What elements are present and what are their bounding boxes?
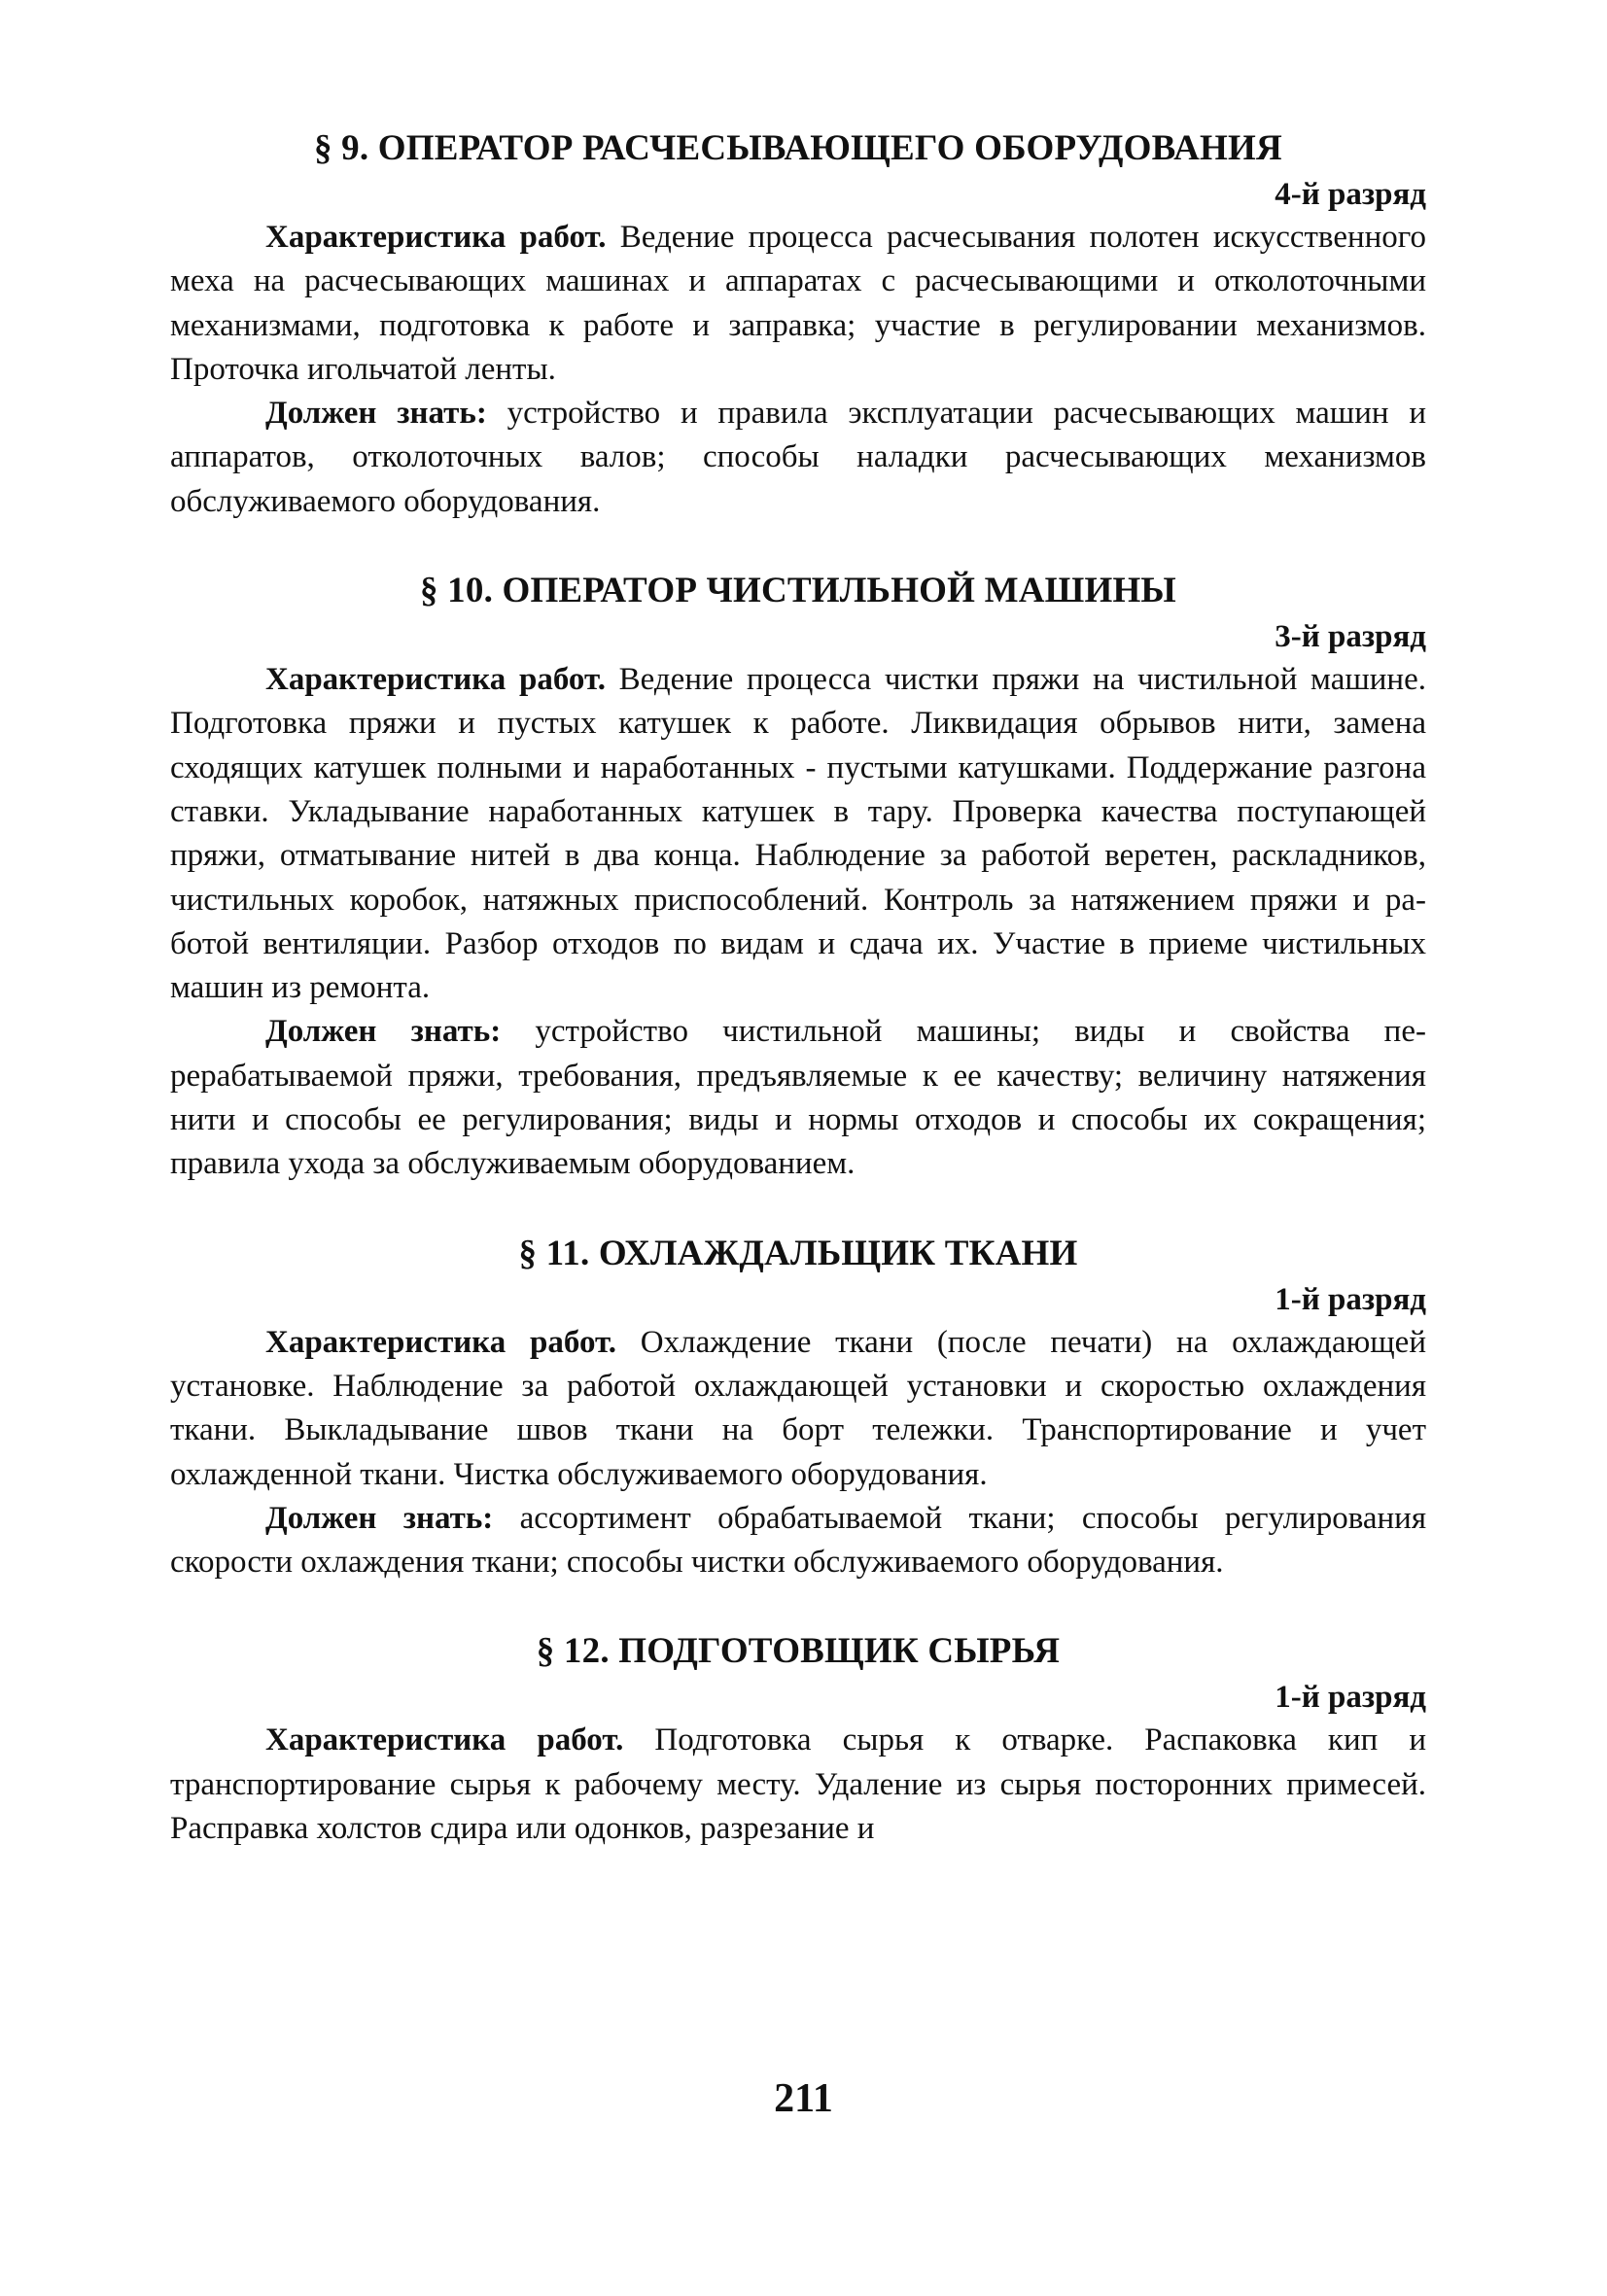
knowledge-text: ассортимент обрабатываемой ткани; способы регулирования скорости охлаждения ткани; способы чистки обслуживаемого оборудования. <box>170 1500 1426 1581</box>
page-number: 211 <box>774 2076 833 2121</box>
knowledge-paragraph <box>170 1010 1426 1186</box>
characteristics-label: Характеристика работ. <box>265 1722 624 1758</box>
characteristics-paragraph <box>170 658 1426 1010</box>
knowledge-label: Должен знать: <box>265 1500 494 1536</box>
knowledge-text: устройство и правила эксплуатации расчесывающих машин и аппаратов, отколоточных валов; способы наладки расчесывающих механизмов обслуживаемого оборудования. <box>170 396 1426 519</box>
knowledge-label: Должен знать: <box>265 1014 502 1050</box>
characteristics-label: Характеристика работ. <box>265 1324 617 1360</box>
section-title: § 12. ПОДГОТОВЩИК СЫРЬЯ <box>536 1631 1061 1672</box>
characteristics-paragraph <box>170 216 1426 392</box>
characteristics-text: Охлаждение ткани (после печати) на охлаждающей установке. Наблюдение за работой охлаждающей установки и скоростью охлаждения ткани. Выкладывание швов ткани на борт тележки. Транспортирование и учет охлажденной ткани. Чистка обслуживаемого оборудования. <box>170 1324 1426 1492</box>
characteristics-label: Характеристика работ. <box>265 220 607 255</box>
grade-label: 3-й разряд <box>1275 619 1426 655</box>
knowledge-label: Должен знать: <box>265 396 487 432</box>
document-page <box>170 124 1426 1851</box>
characteristics-text: Ведение процесса расчесывания полотен искусственного меха на расчесывающих машинах и аппаратах с расчесывающими и отколоточными механизмами, подготовка к работе и заправка; участие в регулировании механизмов. Проточка игольчатой ленты. <box>170 220 1426 387</box>
grade-label: 1-й разряд <box>1275 1680 1426 1716</box>
section-10 <box>170 567 1426 1187</box>
section-9 <box>170 124 1426 524</box>
section-title: § 10. ОПЕРАТОР ЧИСТИЛЬНОЙ МАШИНЫ <box>420 571 1176 611</box>
knowledge-paragraph <box>170 1497 1426 1585</box>
characteristics-paragraph <box>170 1321 1426 1497</box>
knowledge-text: устройство чистильной машины; виды и свойства перерабатываемой пряжи, требования, предъявляемые к ее качеству; величину натяжения нити и способы ее регулирования; виды и нормы отходов и способы их сокращения; правила ухода за обслуживаемым оборудованием. <box>170 1014 1426 1182</box>
characteristics-text: Ведение процесса чистки пряжи на чистильной машине. Подготовка пряжи и пустых катушек к работе. Ликвидация обрывов нити, замена сходящих катушек полными и наработанных - пустыми катушками. Поддержание разгона ставки. Укладывание наработанных катушек в тару. Проверка качества поступающей пряжи, отматывание нитей в два конца. Наблюдение за работой веретен, раскладников, чистильных коробок, натяжных приспособлений. Контроль за натяжением пряжи и работой вентиляции. Разбор отходов по видам и сдача их. Участие в приеме чистильных машин из ремонта. <box>170 662 1426 1006</box>
characteristics-paragraph <box>170 1719 1426 1851</box>
characteristics-text: Подготовка сырья к отварке. Распаковка кип и транспортирование сырья к рабочему месту. Удаление из сырья посторонних примесей. Расправка холстов сдира или одонков, разрезание и <box>170 1722 1426 1847</box>
section-title: § 11. ОХЛАЖДАЛЬЩИК ТКАНИ <box>518 1233 1078 1273</box>
section-title: § 9. ОПЕРАТОР РАСЧЕСЫВАЮЩЕГО ОБОРУДОВАНИЯ <box>314 128 1282 168</box>
knowledge-paragraph <box>170 392 1426 524</box>
section-12 <box>170 1627 1426 1851</box>
grade-label: 4-й разряд <box>1275 177 1426 212</box>
section-11 <box>170 1230 1426 1585</box>
characteristics-label: Характеристика работ. <box>265 662 606 698</box>
grade-label: 1-й разряд <box>1275 1281 1426 1317</box>
